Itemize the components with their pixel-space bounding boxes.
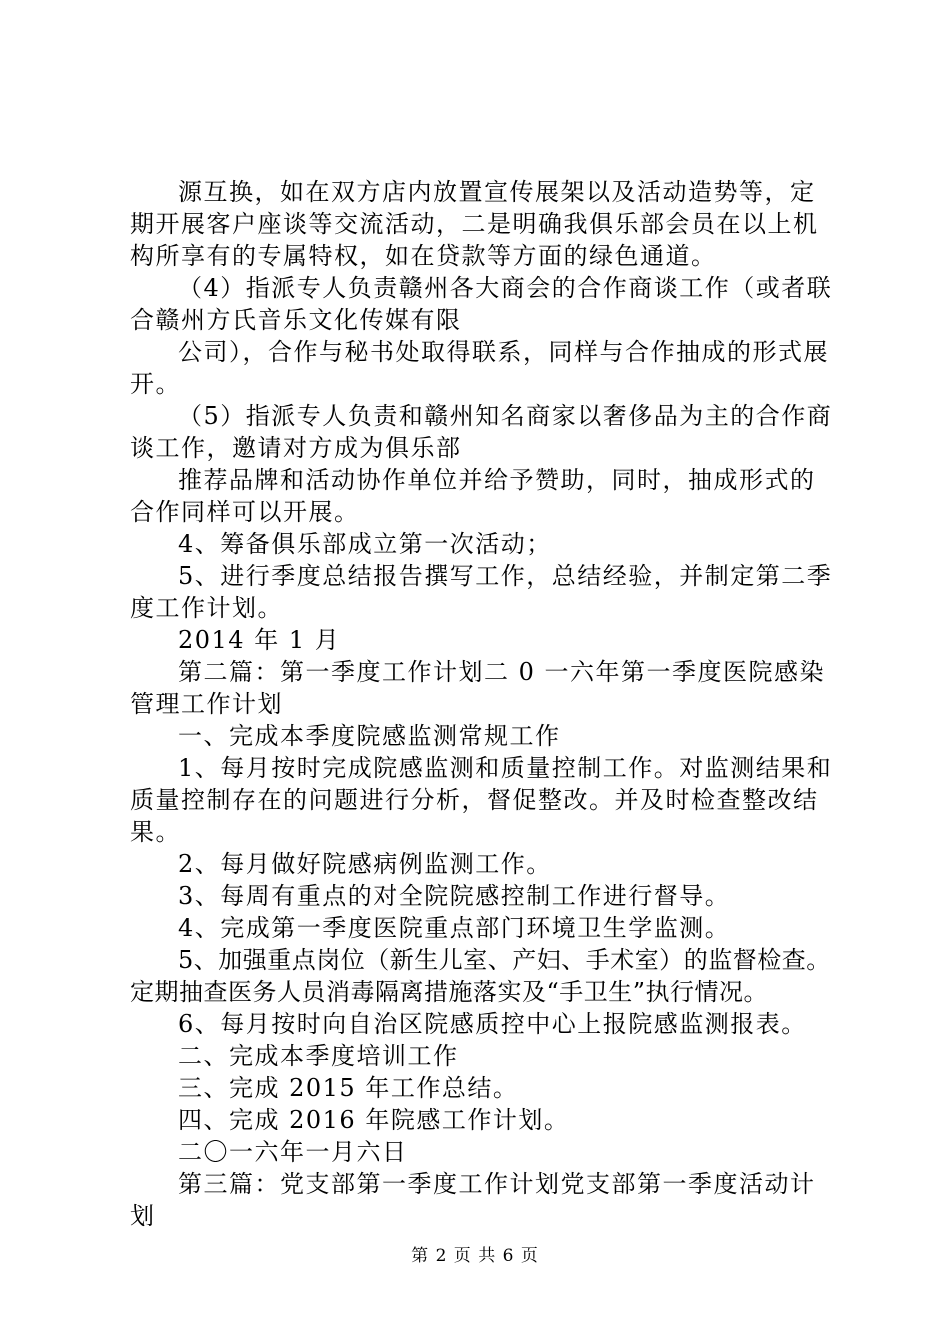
paragraph-17: 二、完成本季度培训工作 [178,1042,459,1070]
date-line-2: 二〇一六年一月六日 [178,1138,408,1166]
paragraph-10: 一、完成本季度院感监测常规工作 [178,722,561,750]
page-footer: 第 2 页 共 6 页 [411,1246,539,1266]
paragraph-15: 5、加强重点岗位（新生儿室、产妇、手术室）的监督检查。定期抽查医务人员消毒隔离措施落实及“手卫生”执行情况。 [130,946,831,1006]
paragraph-14: 4、完成第一季度医院重点部门环境卫生学监测。 [178,914,731,942]
paragraph-2: （4）指派专人负责赣州各大商会的合作商谈工作（或者联合赣州方氏音乐文化传媒有限 [130,274,833,334]
section-heading-3: 第三篇：党支部第一季度工作计划党支部第一季度活动计划 [130,1170,816,1230]
paragraph-18: 三、完成 2015 年工作总结。 [178,1074,519,1102]
paragraph-4: （5）指派专人负责和赣州知名商家以奢侈品为主的合作商谈工作，邀请对方成为俱乐部 [130,402,833,462]
date-line: 2014 年 1 月 [178,626,341,654]
paragraph-7: 5、进行季度总结报告撰写工作，总结经验，并制定第二季度工作计划。 [130,562,833,622]
paragraph-6: 4、筹备俱乐部成立第一次活动； [178,530,552,558]
paragraph-16: 6、每月按时向自治区院感质控中心上报院感监测报表。 [178,1010,807,1038]
paragraph-5: 推荐品牌和活动协作单位并给予赞助，同时，抽成形式的合作同样可以开展。 [130,466,816,526]
paragraph-3: 公司），合作与秘书处取得联系，同样与合作抽成的形式展开。 [130,338,829,398]
paragraph-11: 1、每月按时完成院感监测和质量控制工作。对监测结果和质量控制存在的问题进行分析，督促整改。并及时检查整改结果。 [130,754,833,846]
section-heading-2: 第二篇：第一季度工作计划二 0 一六年第一季度医院感染管理工作计划 [130,658,826,718]
paragraph-1: 源互换，如在双方店内放置宣传展架以及活动造势等，定期开展客户座谈等交流活动，二是明确我俱乐部会员在以上机构所享有的专属特权，如在贷款等方面的绿色通道。 [130,178,819,270]
paragraph-13: 3、每周有重点的对全院院感控制工作进行督导。 [178,882,731,910]
paragraph-12: 2、每月做好院感病例监测工作。 [178,850,552,878]
paragraph-19: 四、完成 2016 年院感工作计划。 [178,1106,570,1134]
document-body [130,176,840,1232]
